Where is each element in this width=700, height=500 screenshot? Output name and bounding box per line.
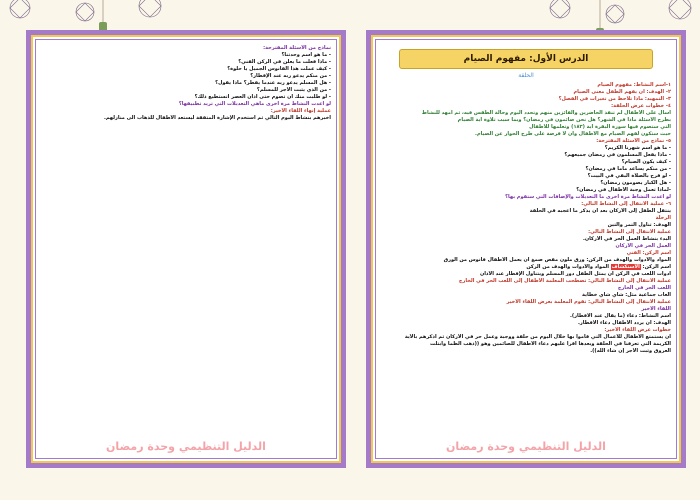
star-ornament-icon <box>76 3 94 21</box>
star-ornament-icon <box>139 0 161 17</box>
text-line: اسم الركن: الاستكشاف المواد والأدوات والهدف من الركن <box>526 264 671 270</box>
text-line: ٥- نماذج من الأسئلة المقترحة: <box>596 138 671 144</box>
lesson-title: الدرس الأول: مفهوم الصيام <box>399 49 653 69</box>
right-page-content <box>381 45 671 423</box>
text-line: التي ستصوم فيها سورة البقرة آية (١٨٣) وتعلمها للأطفال <box>529 124 671 130</box>
text-line: - من منكم يدعو ربه عند الإفطار؟ <box>41 73 331 80</box>
text-line: اللعب الحر في الخارج <box>617 285 671 291</box>
text-line: - هل المسلم يدعو ربه عندما يفطر؟ ماذا يقول؟ <box>41 80 331 87</box>
star-ornament-icon <box>10 0 30 18</box>
text-line: اللقاء الأخير <box>641 306 671 312</box>
text-line: خطوات عرض اللقاء الأخير: <box>604 327 671 333</box>
section-subtitle: الحلقة <box>518 72 534 79</box>
text-line: - لو طلبت منك أن تصوم حتى أذان العصر أتستطيع ذلك؟ <box>41 94 331 101</box>
text-line: لو أعدت النشاط مرة أخرى ماهي التعديلات التي تريد تطبيقها؟ <box>178 101 331 107</box>
text-line: لو أعدت النشاط مرة أخرى ما التعديلات والإضافات التي ستقوم بها؟ <box>505 194 671 200</box>
text-line: ٢- الهدف: أن يفهم الطفل معنى الصيام <box>573 89 671 95</box>
text-line: - كيف يكون الصيام؟ <box>621 159 671 165</box>
text-line: ينتقل الطفل إلى الأركان بعد أن يذكر ما اعجبه في الحلقة <box>529 208 671 214</box>
text-line: - من الذي يثبت الأجر للمسلم؟ <box>41 87 331 94</box>
text-line: ٣- التمهيد: ماذا تلاحظ من تغيرات في الفصل؟ <box>558 96 671 102</box>
text-line: اسأل على الأطفال لم تنفذ الحاضرين والفائزين منهم وتحدد اليوم وحالة الطقس فيه، ثم أمهد للنشاط <box>421 110 671 116</box>
text-line: - ما هو اسم وحدتنا؟ <box>41 52 331 59</box>
text-line: - ماذا فعلت ما يعلن في الركن الفني؟ <box>41 59 331 66</box>
text-line: ٤- خطوات عرض الحلقة: <box>611 103 671 109</box>
text-line: اسم الركن: الفني <box>626 250 671 256</box>
text-line: أن يستمتع الأطفال للأعمال التي قاموا بها خلال اليوم من حلقة ووجبة وعمل حر في الأركان ثم أذكرهم بالآية <box>404 334 671 340</box>
text-line: أخبرهم بنشاط اليوم التالي ثم استخدم الإشارة المتفقة ليستعد الأطفال للذهاب الى منازلهم. <box>103 115 331 121</box>
text-line: بطرح الأسئلة ماذا في الشهر؟ هل نحن صائمون في رمضان؟ وبما سبب تلاوة آية الصيام <box>457 117 671 123</box>
highlighted-word: الاستكشاف <box>611 264 640 270</box>
left-page <box>26 30 346 468</box>
star-ornament-icon <box>606 5 624 23</box>
text-line: - ماذا يفعل المسلمون في رمضان جميعهم؟ <box>564 152 671 158</box>
star-ornament-icon <box>550 0 570 18</box>
text-line: العمل الحر في الأركان <box>615 243 671 249</box>
text-line: البدء بنشاط العمل الحر في الأركان. <box>583 236 671 242</box>
text-line: نماذج من الأسئلة المقترحة: <box>263 45 331 51</box>
text-line: حيث ستكون لفهم الصيام مع الأطفال وأن لا فرصة على طرح الحوار عن الصيام. <box>475 131 671 137</box>
text-line: - ما هو اسم شهرنا الكريم؟ <box>604 145 671 151</box>
text-line: الهدف: تناول التمر والتين <box>607 222 671 228</box>
text-line: - لو فرح بالصلاة البقي في البيت؟ <box>587 173 671 179</box>
text-line: العروق وثبت الأجر إن شاء الله)). <box>590 348 671 354</box>
text-line: عملية إنهاء اللقاء الأخير: <box>270 108 331 114</box>
page-footer: الدليل التنظيمي وحدة رمضان <box>446 440 606 453</box>
text-line: - هل الكبار يصومون رمضان؟ <box>600 180 671 186</box>
star-ornament-icon <box>669 0 691 19</box>
left-page-content <box>41 45 331 423</box>
text-line: عملية الانتقال إلى النشاط التالي: <box>588 229 671 235</box>
text-line: - كيف عملت هذا الفانوس الجميل يا حلوة؟ <box>41 66 331 73</box>
text-line: عملية الانتقال إلى النشاط التالي: تقوم المعلمة بعرض اللقاء الأخير <box>506 299 671 305</box>
text-line: ٦- عملية الانتقال إلى النشاط التالي: <box>581 201 671 207</box>
text-line: -لماذا تعمل وجبة الأطفال في رمضان؟ <box>576 187 671 193</box>
text-line: اسم النشاط: دعاء (ما يقال عند الافطار). <box>569 313 671 319</box>
text-line: - من منكم يساعد ماما في رمضان؟ <box>585 166 671 172</box>
text-line: ١-اسم النشاط: مفهوم الصيام <box>597 82 671 88</box>
text-line: الهدف: أن يردد الأطفال دعاء الافطار. <box>577 320 671 326</box>
lesson-body <box>381 82 671 355</box>
text-line: ألعاب جماعية مثل: شاي شاي خطاية <box>582 292 671 298</box>
text-line: الكريمة التي تعرفنا في الحلقة وبعدها أقرأ عليهم دعاء الأطفال للصائمين وهو ((ذهب الظمأ وابتلت <box>430 341 671 347</box>
right-page <box>366 30 686 468</box>
text-line: المواد والأدوات والهدف من الركن: ورق ملون مقص صمغ أن يعمل الأطفال فانوس من الورق <box>443 257 671 263</box>
page-footer: الدليل التنظيمي وحدة رمضان <box>106 440 266 453</box>
text-line: عملية الانتقال إلى النشاط التالي: تصطحب المعلمة الأطفال إلى اللعب الحر في الخارج <box>458 278 671 284</box>
text-line: الرحلة <box>655 215 671 221</box>
text-line: أدوات اللعب في الركن أن يمثل الطفل دور المسلم ويتناول الإفطار عند الأذان <box>479 271 671 277</box>
